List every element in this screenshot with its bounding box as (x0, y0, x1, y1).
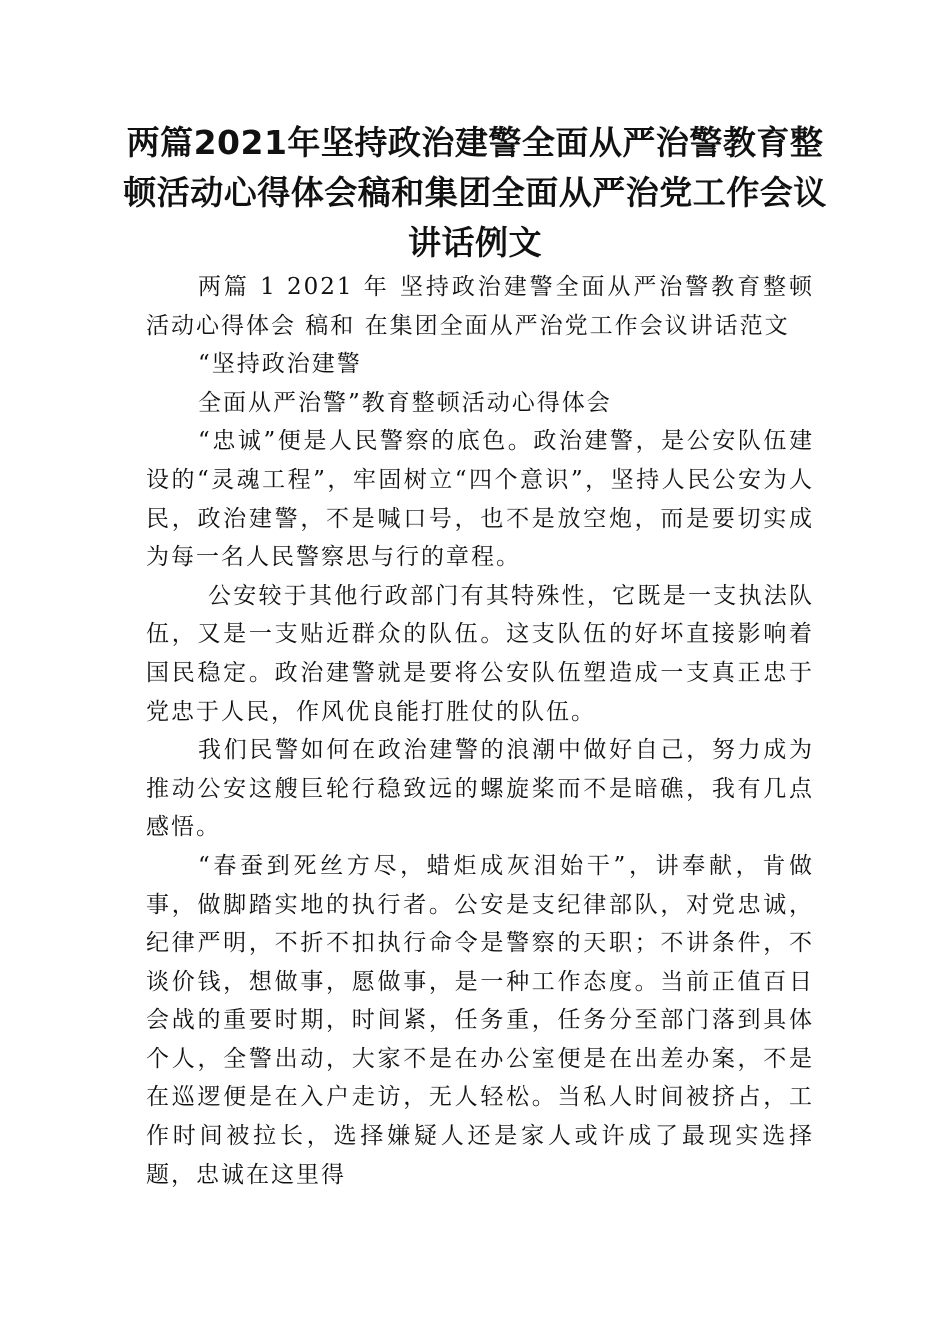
subtitle-line-2: 全面从严治警”教育整顿活动心得体会 (198, 389, 612, 416)
document-title: 两篇2021年坚持政治建警全面从严治警教育整顿活动心得体会稿和集团全面从严治党工作会议讲话例文 (123, 123, 827, 262)
intro-paragraph: 两篇 1 2021 年 坚持政治建警全面从严治警教育整顿活动心得体会 稿和 在集团全面从严治党工作会议讲话范文 (146, 274, 814, 339)
body-paragraph: “忠诚”便是人民警察的底色。政治建警，是公安队伍建设的“灵魂工程”，牢固树立“四个意识”，坚持人民公安为人民，政治建警，不是喊口号，也不是放空炮，而是要切实成为每一名人民警察思与行的章程。 (146, 428, 814, 571)
body-paragraph: “春蚕到死丝方尽，蜡炬成灰泪始干”，讲奉献，肯做事，做脚踏实地的执行者。公安是支纪律部队，对党忠诚，纪律严明，不折不扣执行命令是警察的天职；不讲条件，不谈价钱，想做事，愿做事，是一种工作态度。当前正值百日会战的重要时期，时间紧，任务重，任务分至部门落到具体个人，全警出动，大家不是在办公室便是在出差办案，不是在巡逻便是在入户走访，无人轻松。当私人时间被挤占，工作时间被拉长，选择嫌疑人还是家人或许成了最现实选择题，忠诚在这里得 (146, 852, 814, 1188)
body-paragraph: 公安较于其他行政部门有其特殊性，它既是一支执法队伍，又是一支贴近群众的队伍。这支队伍的好坏直接影响着国民稳定。政治建警就是要将公安队伍塑造成一支真正忠于党忠于人民，作风优良能打胜仗的队伍。 (146, 582, 814, 725)
subtitle-line-1: “坚持政治建警 (198, 351, 362, 378)
body-paragraph: 我们民警如何在政治建警的浪潮中做好自己，努力成为推动公安这艘巨轮行稳致远的螺旋桨而不是暗礁，我有几点感悟。 (146, 737, 814, 841)
document-body (146, 268, 814, 1194)
